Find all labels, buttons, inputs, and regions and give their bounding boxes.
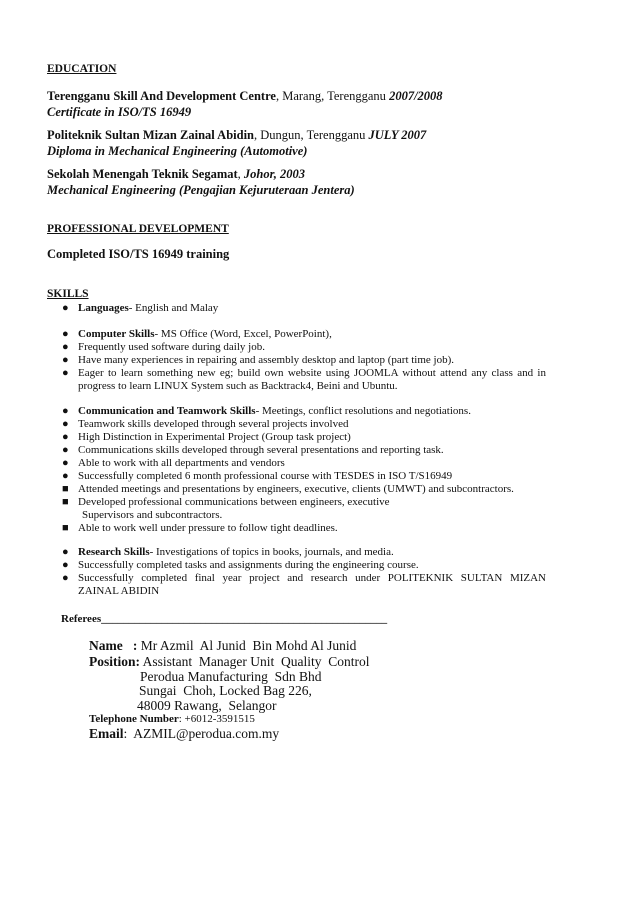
skill-label: Communication and Teamwork Skills — [78, 405, 256, 417]
list-item: Successfully completed tasks and assignments during the engineering course. — [78, 559, 419, 571]
referees-heading — [61, 613, 387, 626]
education-entry-3 — [47, 167, 305, 181]
address-line: Sungai Choh, Locked Bag 226, — [139, 683, 312, 698]
school: Terengganu Skill And Development Centre — [47, 89, 276, 103]
date: JULY 2007 — [368, 128, 427, 142]
list-item: High Distinction in Experimental Project (Group task project) — [78, 431, 351, 443]
qualification: Mechanical Engineering (Pengajian Kejuruteraan Jentera) — [47, 183, 355, 197]
list-item: Successfully completed final year project and research under POLITEKNIK SULTAN MIZAN — [78, 572, 546, 584]
bullet-icon: ● — [62, 546, 69, 558]
skill-label: Research Skills — [78, 546, 150, 558]
place: , Marang, Terengganu — [275, 89, 390, 103]
bullet-icon: ● — [62, 470, 69, 482]
list-item: Able to work well under pressure to follow tight deadlines. — [78, 522, 338, 534]
education-heading: EDUCATION — [47, 63, 117, 75]
list-item-continued: ZAINAL ABIDIN — [78, 585, 160, 597]
skill-research — [78, 546, 394, 559]
bullet-icon: ● — [62, 444, 69, 456]
list-item: Successfully completed 6 month professional course with TESDES in ISO T/S16949 — [78, 470, 453, 482]
list-item-continued: Supervisors and subcontractors. — [82, 509, 223, 521]
referee-phone — [89, 713, 255, 726]
referees-label: Referees — [61, 613, 102, 625]
list-item: Frequently used software during daily job. — [78, 341, 265, 353]
skill-text: - English and Malay — [128, 302, 219, 314]
bullet-icon: ● — [62, 418, 69, 430]
email-label: Email — [89, 726, 124, 741]
bullet-icon: ● — [62, 431, 69, 443]
date: Johor, 2003 — [243, 167, 306, 181]
name-value: Mr Azmil Al Junid Bin Mohd Al Junid — [137, 638, 357, 653]
referee-email — [89, 726, 279, 741]
list-item: Able to work with all departments and vendors — [78, 457, 285, 469]
email-value: : AZMIL@perodua.com.my — [123, 726, 280, 741]
bullet-icon: ● — [62, 302, 69, 314]
skill-communication — [78, 405, 471, 418]
bullet-icon: ● — [62, 559, 69, 571]
bullet-icon: ● — [62, 367, 69, 379]
skill-text: - Meetings, conflict resolutions and negotiations. — [255, 405, 471, 417]
bullet-icon: ● — [62, 405, 69, 417]
position-value: Assistant Manager Unit Quality Control — [140, 654, 370, 669]
professional-item: Completed ISO/TS 16949 training — [47, 247, 230, 261]
referee-name — [89, 638, 356, 653]
place: , — [237, 167, 244, 181]
bullet-icon: ● — [62, 328, 69, 340]
list-item: Eager to learn something new eg; build own website using JOOMLA without attend any class and in — [78, 367, 546, 379]
address-line: 48009 Rawang, Selangor — [137, 698, 277, 713]
bullet-icon: ● — [62, 572, 69, 584]
square-bullet-icon: ■ — [62, 522, 69, 534]
position-label: Position: — [89, 654, 141, 669]
list-item-continued: progress to learn LINUX System such as Backtrack4, Beini and Ubuntu. — [78, 380, 398, 392]
name-label: Name : — [89, 638, 138, 653]
skills-heading: SKILLS — [47, 288, 89, 300]
phone-value: : +6012-3591515 — [178, 713, 255, 725]
bullet-icon: ● — [62, 341, 69, 353]
place: , Dungun, Terengganu — [254, 128, 369, 142]
referee-position — [89, 654, 370, 669]
square-bullet-icon: ■ — [62, 496, 69, 508]
list-item: Attended meetings and presentations by engineers, executive, clients (UMWT) and subcontractors. — [78, 483, 514, 495]
school: Sekolah Menengah Teknik Segamat — [47, 167, 238, 181]
education-entry-2 — [47, 128, 426, 142]
address-line: Perodua Manufacturing Sdn Bhd — [140, 669, 322, 684]
skill-text: - MS Office (Word, Excel, PowerPoint), — [154, 328, 332, 340]
qualification: Certificate in ISO/TS 16949 — [47, 105, 192, 119]
list-item: Developed professional communications between engineers, executive — [78, 496, 390, 508]
list-item: Have many experiences in repairing and assembly desktop and laptop (part time job). — [78, 354, 455, 366]
list-item: Teamwork skills developed through several projects involved — [78, 418, 349, 430]
skill-label: Languages — [78, 302, 129, 314]
bullet-icon: ● — [62, 354, 69, 366]
qualification: Diploma in Mechanical Engineering (Automotive) — [47, 144, 308, 158]
skill-label: Computer Skills — [78, 328, 155, 340]
skill-text: - Investigations of topics in books, journals, and media. — [149, 546, 394, 558]
square-bullet-icon: ■ — [62, 483, 69, 495]
list-item: Communications skills developed through several presentations and reporting task. — [78, 444, 444, 456]
skill-languages — [78, 302, 218, 315]
skill-computer — [78, 328, 332, 341]
referees-underline: ____________________________________________________ — [101, 613, 388, 625]
school: Politeknik Sultan Mizan Zainal Abidin — [47, 128, 255, 142]
education-entry-1 — [47, 89, 443, 103]
professional-heading: PROFESSIONAL DEVELOPMENT — [47, 223, 229, 235]
date: 2007/2008 — [389, 89, 443, 103]
phone-label: Telephone Number — [89, 713, 179, 725]
bullet-icon: ● — [62, 457, 69, 469]
